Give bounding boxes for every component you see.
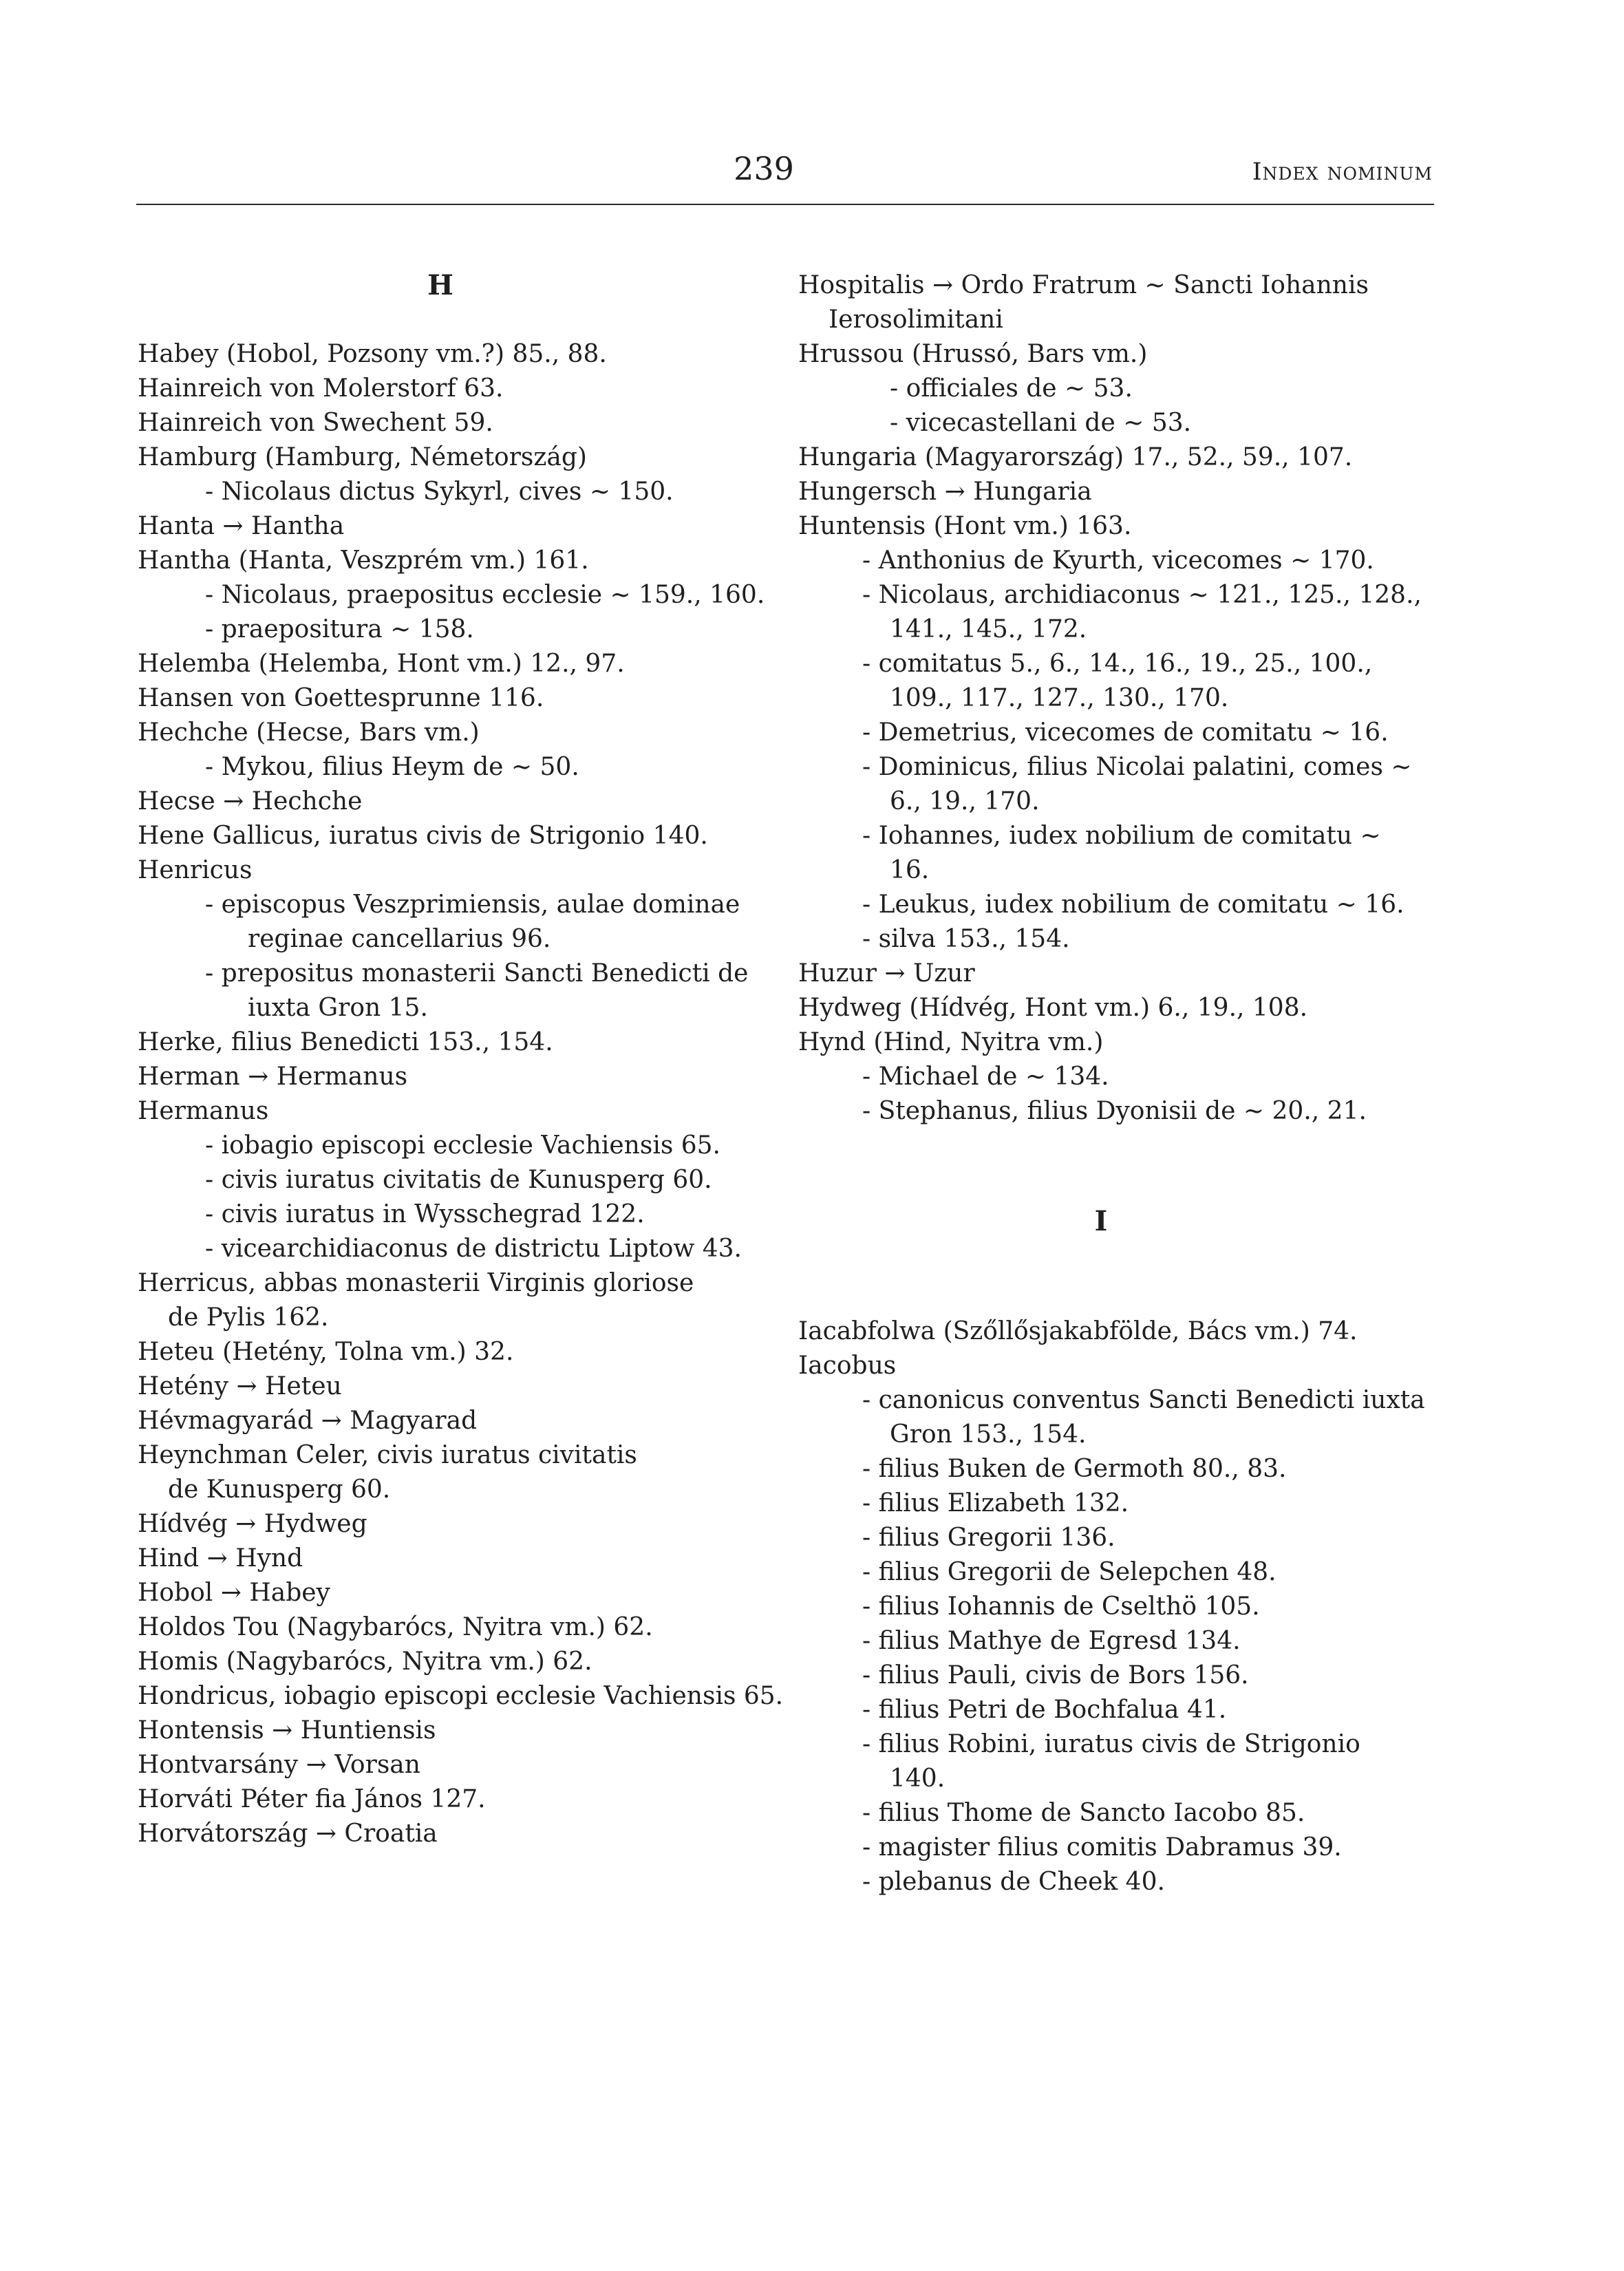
index-subentry: - Anthonius de Kyurth, vicecomes ~ 170.	[862, 546, 1374, 575]
index-subentry: - magister filius comitis Dabramus 39.	[862, 1833, 1342, 1862]
index-entry-continuation: - vicecastellani de ~ 53.	[890, 409, 1192, 437]
index-entry-continuation: 140.	[890, 1764, 945, 1793]
index-entry: Hungaria (Magyarország) 17., 52., 59., 107.	[798, 443, 1353, 471]
spacer	[798, 1129, 1459, 1204]
page-header	[0, 0, 1624, 213]
index-entry-continuation: de Pylis 162.	[168, 1303, 329, 1332]
index-entry: Herman → Hermanus	[138, 1063, 408, 1091]
index-entry: Iacobus	[798, 1352, 897, 1380]
index-entry: Hobol → Habey	[138, 1579, 330, 1607]
index-entry: Habey (Hobol, Pozsony vm.?) 85., 88.	[138, 340, 607, 368]
index-entry: Horvátország → Croatia	[138, 1820, 438, 1848]
index-entry: Hechche (Hecse, Bars vm.)	[138, 718, 480, 747]
index-entry: Huzur → Uzur	[798, 959, 975, 988]
index-entry: Holdos Tou (Nagybarócs, Nyitra vm.) 62.	[138, 1613, 653, 1641]
index-entry: Hansen von Goettesprunne 116.	[138, 684, 544, 712]
index-entry: Hontvarsány → Vorsan	[138, 1751, 420, 1779]
left-column	[138, 268, 798, 1851]
index-entry: Helemba (Helemba, Hont vm.) 12., 97.	[138, 650, 625, 678]
running-title: Index nominum	[1252, 158, 1433, 186]
index-entry: Homis (Nagybarócs, Nyitra vm.) 62.	[138, 1648, 592, 1676]
index-entry: Hungersch → Hungaria	[798, 478, 1092, 506]
index-subentry: - episcopus Veszprimiensis, aulae dominae	[205, 891, 740, 919]
index-entry: Hévmagyarád → Magyarad	[138, 1407, 478, 1435]
index-subentry: - filius Robini, iuratus civis de Strigonio	[862, 1730, 1360, 1758]
index-subentry: - filius Buken de Germoth 80., 83.	[862, 1455, 1287, 1483]
index-subentry: - iobagio episcopi ecclesie Vachiensis 65.	[205, 1131, 721, 1160]
index-entry: Hrussou (Hrussó, Bars vm.)	[798, 340, 1148, 368]
index-subentry: - praepositura ~ 158.	[205, 615, 474, 643]
index-entry: Hermanus	[138, 1097, 269, 1125]
index-subentry: - prepositus monasterii Sancti Benedicti de	[205, 959, 749, 988]
index-entry: Hamburg (Hamburg, Németország)	[138, 443, 587, 471]
index-entry: Hantha (Hanta, Veszprém vm.) 161.	[138, 546, 589, 575]
index-entry: Hydweg (Hídvég, Hont vm.) 6., 19., 108.	[798, 994, 1308, 1022]
index-subentry: - filius Elizabeth 132.	[862, 1489, 1129, 1517]
index-entry: Herricus, abbas monasterii Virginis gloriose	[138, 1269, 694, 1297]
index-entry: Hynd (Hind, Nyitra vm.)	[798, 1028, 1104, 1056]
index-entry: Hontensis → Huntiensis	[138, 1716, 436, 1745]
index-entry-continuation: Gron 153., 154.	[890, 1420, 1087, 1449]
index-subentry: - filius Thome de Sancto Iacobo 85.	[862, 1799, 1305, 1827]
index-subentry: - Michael de ~ 134.	[862, 1063, 1109, 1091]
index-entry: Herke, filius Benedicti 153., 154.	[138, 1028, 553, 1056]
section-letter: I	[1094, 1205, 1108, 1237]
index-entry: Huntensis (Hont vm.) 163.	[798, 512, 1132, 540]
index-subentry: - comitatus 5., 6., 14., 16., 19., 25., 100.,	[862, 650, 1373, 678]
spacer	[798, 1239, 1459, 1314]
index-subentry: - filius Gregorii 136.	[862, 1524, 1115, 1552]
page-number: 239	[734, 150, 794, 187]
index-entry-continuation: 109., 117., 127., 130., 170.	[890, 684, 1229, 712]
index-subentry: - Mykou, filius Heym de ~ 50.	[205, 753, 579, 781]
index-entry-continuation: 141., 145., 172.	[890, 615, 1087, 643]
spacer	[138, 303, 798, 337]
index-subentry: - civis iuratus in Wysschegrad 122.	[205, 1200, 645, 1228]
index-entry-continuation: de Kunusperg 60.	[168, 1475, 391, 1504]
index-subentry: - Leukus, iudex nobilium de comitatu ~ 16.	[862, 891, 1404, 919]
index-entry: Heynchman Celer, civis iuratus civitatis	[138, 1441, 637, 1469]
index-entry: Hospitalis → Ordo Fratrum ~ Sancti Iohannis	[798, 271, 1369, 299]
index-entry: Hind → Hynd	[138, 1544, 303, 1572]
index-subentry: - filius Gregorii de Selepchen 48.	[862, 1558, 1276, 1586]
index-entry: Hecse → Hechche	[138, 787, 363, 815]
index-entry: Horváti Péter fia János 127.	[138, 1785, 486, 1813]
index-subentry: - silva 153., 154.	[862, 925, 1070, 953]
index-subentry: - filius Petri de Bochfalua 41.	[862, 1696, 1227, 1724]
index-entry: Hetény → Heteu	[138, 1372, 342, 1400]
index-subentry: - filius Pauli, civis de Bors 156.	[862, 1661, 1249, 1689]
index-entry-continuation: - officiales de ~ 53.	[890, 374, 1133, 403]
index-entry: Hainreich von Molerstorf 63.	[138, 374, 504, 403]
header-rule	[136, 204, 1434, 205]
index-entry: Hondricus, iobagio episcopi ecclesie Vachiensis 65.	[138, 1682, 784, 1710]
index-subentry: - Nicolaus dictus Sykyrl, cives ~ 150.	[205, 478, 674, 506]
index-entry: Henricus	[138, 856, 253, 884]
index-subentry: - vicearchidiaconus de districtu Liptow 43.	[205, 1235, 742, 1263]
index-subentry: - filius Iohannis de Cselthö 105.	[862, 1592, 1260, 1621]
index-entry-continuation: 6., 19., 170.	[890, 787, 1040, 815]
index-entry-continuation: iuxta Gron 15.	[248, 994, 428, 1022]
index-subentry: - Stephanus, filius Dyonisii de ~ 20., 21.	[862, 1097, 1367, 1125]
index-subentry: - filius Mathye de Egresd 134.	[862, 1627, 1241, 1655]
index-subentry: - Nicolaus, archidiaconus ~ 121., 125., 128.,	[862, 581, 1422, 609]
index-entry: Hanta → Hantha	[138, 512, 345, 540]
index-subentry: - Dominicus, filius Nicolai palatini, comes ~	[862, 753, 1412, 781]
index-entry: Hene Gallicus, iuratus civis de Strigonio 140.	[138, 822, 708, 850]
index-entry: Iacabfolwa (Szőllősjakabfölde, Bács vm.) 74.	[798, 1317, 1358, 1345]
index-subentry: - plebanus de Cheek 40.	[862, 1868, 1165, 1896]
index-entry-continuation: reginae cancellarius 96.	[248, 925, 551, 953]
index-entry: Heteu (Hetény, Tolna vm.) 32.	[138, 1338, 514, 1366]
index-subentry: - Nicolaus, praepositus ecclesie ~ 159., 160.	[205, 581, 765, 609]
index-entry: Hainreich von Swechent 59.	[138, 409, 493, 437]
right-column	[798, 268, 1459, 1899]
index-subentry: - civis iuratus civitatis de Kunusperg 60.	[205, 1166, 712, 1194]
index-subentry: - Demetrius, vicecomes de comitatu ~ 16.	[862, 718, 1389, 747]
section-letter: H	[427, 269, 453, 301]
index-entry-continuation: Ierosolimitani	[829, 306, 1003, 334]
index-subentry: - Iohannes, iudex nobilium de comitatu ~	[862, 822, 1381, 850]
index-entry: Hídvég → Hydweg	[138, 1510, 367, 1538]
index-subentry: - canonicus conventus Sancti Benedicti iuxta	[862, 1386, 1425, 1414]
index-entry-continuation: 16.	[890, 856, 930, 884]
